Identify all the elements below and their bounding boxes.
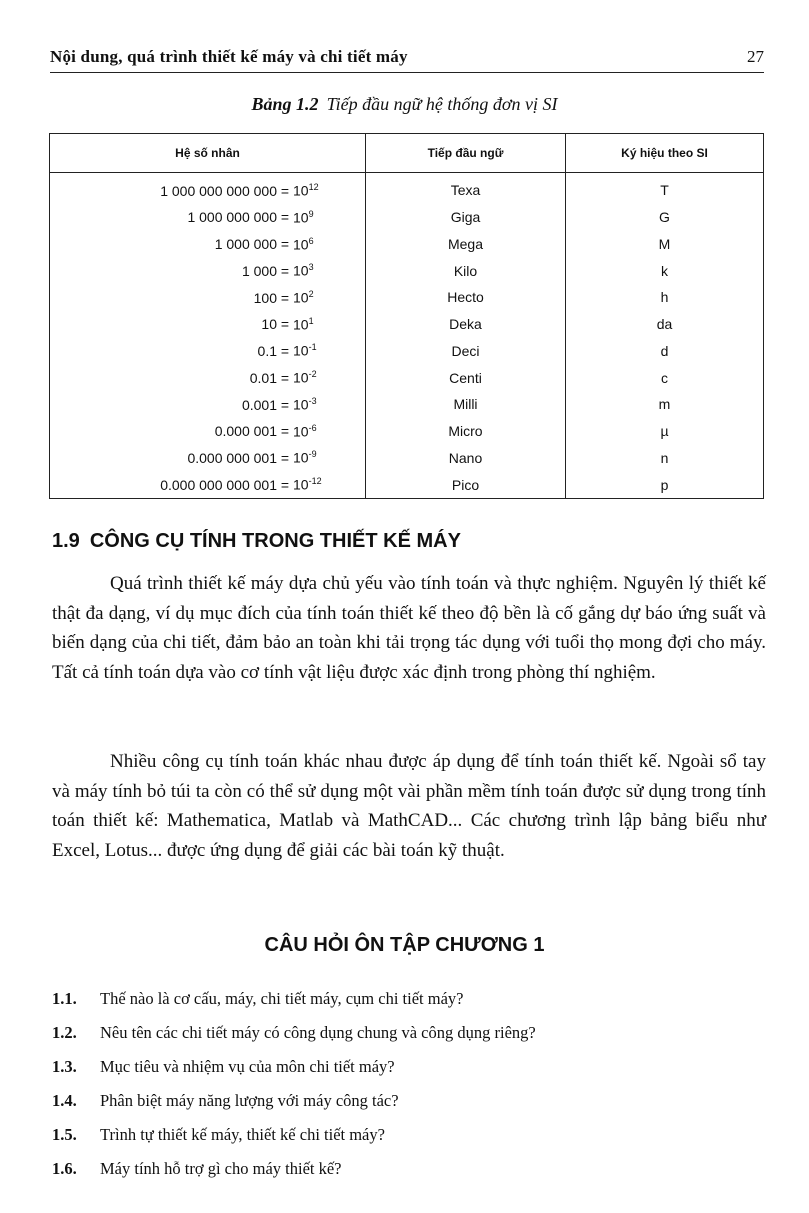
multiplier-value: 0.000 001 bbox=[214, 423, 277, 440]
power-exponent: 6 bbox=[308, 235, 314, 246]
power-exponent: 3 bbox=[308, 262, 314, 273]
question-number: 1.1. bbox=[52, 989, 77, 1008]
question-text: Mục tiêu và nhiệm vụ của môn chi tiết máy? bbox=[100, 1057, 395, 1076]
equals-sign: = bbox=[280, 476, 290, 493]
power-exponent: -9 bbox=[308, 449, 317, 460]
power-of-ten bbox=[293, 262, 335, 279]
running-header bbox=[50, 38, 764, 73]
multiplier-cell bbox=[50, 471, 366, 498]
body-paragraph: Nhiều công cụ tính toán khác nhau được áp dụng để tính toán thiết kế. Ngoài sổ tay và máy tính bỏ túi ta còn có thể sử dụng một vài phần mềm tính toán được sử dụng trong tính toán thiết kế: Mathematica, Matlab và MathCAD... Các chương trình lập bảng biểu như Excel, Lotus... được ứng dụng để giải các bài toán kỹ thuật. bbox=[52, 751, 766, 861]
column-header-multiplier: Hệ số nhân bbox=[50, 134, 366, 173]
prefix-cell: Deka bbox=[366, 311, 566, 338]
table-row bbox=[50, 311, 764, 338]
si-prefix-table bbox=[49, 133, 764, 499]
prefix-cell: Milli bbox=[366, 391, 566, 418]
equals-sign: = bbox=[280, 236, 290, 253]
review-question bbox=[52, 1084, 766, 1118]
symbol-cell: d bbox=[566, 337, 764, 364]
power-exponent: -1 bbox=[308, 342, 317, 353]
power-of-ten bbox=[293, 342, 335, 359]
symbol-cell: m bbox=[566, 391, 764, 418]
question-text: Nêu tên các chi tiết máy có công dụng chung và công dụng riêng? bbox=[100, 1023, 536, 1042]
symbol-cell: p bbox=[566, 471, 764, 498]
multiplier-cell bbox=[50, 444, 366, 471]
power-base: 10 bbox=[293, 209, 309, 226]
power-base: 10 bbox=[293, 450, 309, 467]
question-number: 1.5. bbox=[52, 1125, 77, 1144]
review-question bbox=[52, 1050, 766, 1084]
multiplier-cell bbox=[50, 284, 366, 311]
power-of-ten bbox=[293, 289, 335, 306]
equals-sign: = bbox=[280, 182, 290, 199]
equals-sign: = bbox=[280, 262, 290, 279]
power-base: 10 bbox=[293, 289, 309, 306]
section-heading bbox=[52, 530, 461, 553]
power-of-ten bbox=[293, 476, 335, 493]
review-question bbox=[52, 1016, 766, 1050]
multiplier-cell bbox=[50, 364, 366, 391]
multiplier-cell bbox=[50, 418, 366, 445]
power-of-ten bbox=[293, 449, 335, 466]
page-number: 27 bbox=[747, 47, 764, 66]
table-row bbox=[50, 391, 764, 418]
table-row bbox=[50, 418, 764, 445]
power-base: 10 bbox=[293, 423, 309, 440]
symbol-cell: n bbox=[566, 444, 764, 471]
multiplier-cell bbox=[50, 231, 366, 258]
multiplier-cell bbox=[50, 173, 366, 204]
power-exponent: 2 bbox=[308, 289, 314, 300]
multiplier-value: 1 000 000 bbox=[214, 236, 277, 253]
power-base: 10 bbox=[293, 369, 309, 386]
multiplier-cell bbox=[50, 204, 366, 231]
equals-sign: = bbox=[280, 396, 290, 413]
multiplier-cell bbox=[50, 311, 366, 338]
question-text: Thế nào là cơ cấu, máy, chi tiết máy, cụm chi tiết máy? bbox=[100, 989, 464, 1008]
section-number: 1.9 bbox=[52, 530, 80, 552]
power-of-ten bbox=[293, 209, 335, 226]
table-row bbox=[50, 231, 764, 258]
table-caption bbox=[0, 94, 809, 115]
multiplier-value: 1 000 000 000 000 bbox=[160, 182, 277, 199]
prefix-cell: Micro bbox=[366, 418, 566, 445]
equals-sign: = bbox=[280, 450, 290, 467]
prefix-cell: Deci bbox=[366, 337, 566, 364]
multiplier-value: 10 bbox=[261, 316, 277, 333]
question-text: Máy tính hỗ trợ gì cho máy thiết kế? bbox=[100, 1159, 342, 1178]
prefix-cell: Kilo bbox=[366, 257, 566, 284]
table-row bbox=[50, 337, 764, 364]
review-question bbox=[52, 1152, 766, 1186]
review-question-list bbox=[52, 982, 766, 1186]
table-row bbox=[50, 471, 764, 498]
power-exponent: 1 bbox=[308, 315, 314, 326]
table-caption-text: Tiếp đầu ngữ hệ thống đơn vị SI bbox=[326, 94, 558, 114]
power-of-ten bbox=[293, 182, 335, 199]
power-base: 10 bbox=[293, 316, 309, 333]
multiplier-value: 1 000 bbox=[241, 262, 277, 279]
multiplier-value: 0.000 000 000 001 bbox=[160, 476, 277, 493]
equals-sign: = bbox=[280, 423, 290, 440]
power-base: 10 bbox=[293, 182, 309, 199]
question-text: Trình tự thiết kế máy, thiết kế chi tiết máy? bbox=[100, 1125, 385, 1144]
table-row bbox=[50, 364, 764, 391]
table-caption-label: Bảng 1.2 bbox=[251, 94, 319, 114]
power-base: 10 bbox=[293, 396, 309, 413]
multiplier-cell bbox=[50, 391, 366, 418]
symbol-cell: c bbox=[566, 364, 764, 391]
power-exponent: -12 bbox=[308, 476, 322, 487]
power-of-ten bbox=[293, 369, 335, 386]
power-of-ten bbox=[293, 423, 335, 440]
table-row bbox=[50, 173, 764, 204]
question-number: 1.6. bbox=[52, 1159, 77, 1178]
review-question bbox=[52, 1118, 766, 1152]
power-base: 10 bbox=[293, 262, 309, 279]
symbol-cell: µ bbox=[566, 418, 764, 445]
multiplier-value: 1 000 000 000 bbox=[187, 209, 277, 226]
power-of-ten bbox=[293, 396, 335, 413]
multiplier-cell bbox=[50, 257, 366, 284]
equals-sign: = bbox=[280, 343, 290, 360]
review-question bbox=[52, 982, 766, 1016]
prefix-cell: Texa bbox=[366, 173, 566, 204]
prefix-cell: Centi bbox=[366, 364, 566, 391]
question-number: 1.3. bbox=[52, 1057, 77, 1076]
power-base: 10 bbox=[293, 236, 309, 253]
body-paragraph: Quá trình thiết kế máy dựa chủ yếu vào tính toán và thực nghiệm. Nguyên lý thiết kế thật đa dạng, ví dụ mục đích của tính toán thiết kế theo độ bền là cố gắng dự báo ứng suất và biến dạng của chi tiết, đảm bảo an toàn khi tải trọng tác dụng với tuổi thọ mong đợi cho máy. Tất cả tính toán dựa vào cơ tính vật liệu được xác định trong phòng thí nghiệm. bbox=[52, 573, 766, 683]
multiplier-value: 0.1 bbox=[257, 343, 277, 360]
table-row bbox=[50, 284, 764, 311]
prefix-cell: Hecto bbox=[366, 284, 566, 311]
symbol-cell: k bbox=[566, 257, 764, 284]
table-row bbox=[50, 444, 764, 471]
power-exponent: -2 bbox=[308, 369, 317, 380]
multiplier-value: 0.01 bbox=[249, 369, 277, 386]
symbol-cell: da bbox=[566, 311, 764, 338]
power-base: 10 bbox=[293, 343, 309, 360]
power-exponent: -6 bbox=[308, 422, 317, 433]
symbol-cell: M bbox=[566, 231, 764, 258]
equals-sign: = bbox=[280, 209, 290, 226]
power-exponent: -3 bbox=[308, 395, 317, 406]
review-questions-title: CÂU HỎI ÔN TẬP CHƯƠNG 1 bbox=[264, 934, 545, 956]
power-of-ten bbox=[293, 316, 335, 333]
power-base: 10 bbox=[293, 476, 309, 493]
symbol-cell: G bbox=[566, 204, 764, 231]
symbol-cell: T bbox=[566, 173, 764, 204]
equals-sign: = bbox=[280, 316, 290, 333]
column-header-prefix: Tiếp đầu ngữ bbox=[366, 134, 566, 173]
power-exponent: 9 bbox=[308, 208, 314, 219]
section-title: CÔNG CỤ TÍNH TRONG THIẾT KẾ MÁY bbox=[89, 530, 461, 552]
table-row bbox=[50, 204, 764, 231]
multiplier-value: 0.001 bbox=[241, 396, 277, 413]
prefix-cell: Nano bbox=[366, 444, 566, 471]
chapter-title: Nội dung, quá trình thiết kế máy và chi tiết máy bbox=[50, 47, 408, 66]
multiplier-value: 100 bbox=[253, 289, 277, 306]
multiplier-value: 0.000 000 001 bbox=[187, 450, 277, 467]
column-header-symbol: Ký hiệu theo SI bbox=[566, 134, 764, 173]
equals-sign: = bbox=[280, 289, 290, 306]
question-text: Phân biệt máy năng lượng với máy công tác? bbox=[100, 1091, 399, 1110]
prefix-cell: Pico bbox=[366, 471, 566, 498]
prefix-cell: Giga bbox=[366, 204, 566, 231]
table-row bbox=[50, 257, 764, 284]
question-number: 1.4. bbox=[52, 1091, 77, 1110]
prefix-cell: Mega bbox=[366, 231, 566, 258]
multiplier-cell bbox=[50, 337, 366, 364]
symbol-cell: h bbox=[566, 284, 764, 311]
equals-sign: = bbox=[280, 369, 290, 386]
question-number: 1.2. bbox=[52, 1023, 77, 1042]
power-of-ten bbox=[293, 236, 335, 253]
power-exponent: 12 bbox=[308, 182, 319, 193]
